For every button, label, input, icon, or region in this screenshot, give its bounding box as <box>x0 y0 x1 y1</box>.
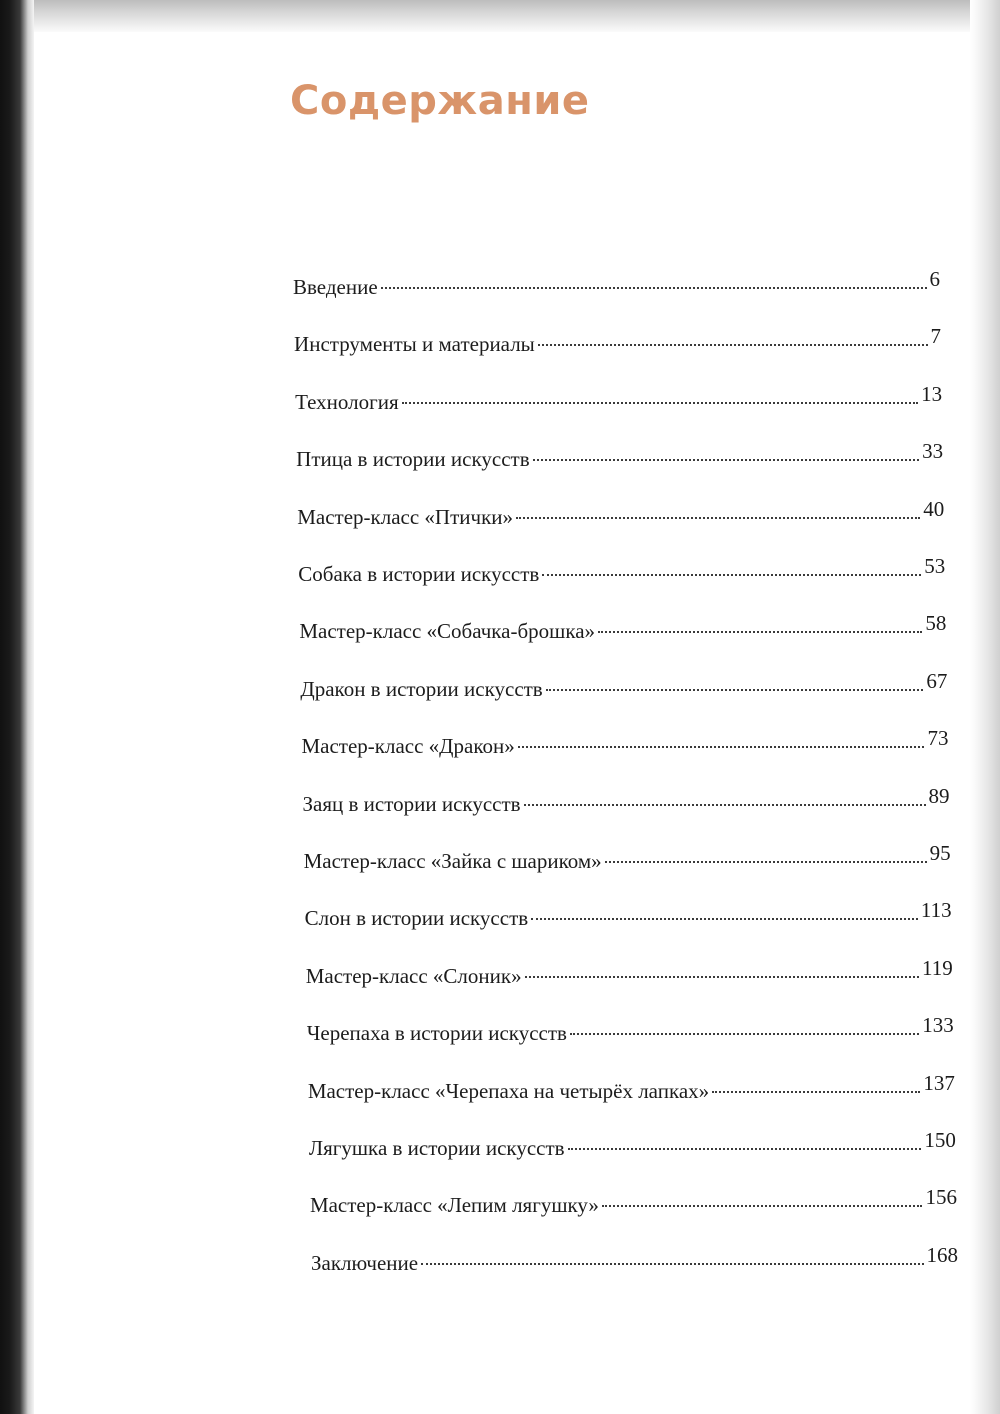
toc-dot-leader <box>421 1263 923 1265</box>
toc-entry-page: 40 <box>923 496 945 521</box>
toc-entry-page: 58 <box>925 611 947 636</box>
toc-entry-label: Собака в истории искусств <box>298 562 540 586</box>
toc-entry <box>298 554 946 589</box>
toc-dot-leader <box>381 287 927 289</box>
toc-entry-page: 13 <box>921 381 943 406</box>
toc-dot-leader <box>568 1148 922 1150</box>
toc-entry-label: Мастер-класс «Зайка с шариком» <box>303 849 602 873</box>
toc-entry-label: Черепаха в истории искусств <box>306 1021 567 1046</box>
toc-dot-leader <box>546 689 924 691</box>
toc-dot-leader <box>542 574 921 576</box>
toc-entry-label: Птица в истории искусств <box>296 447 530 472</box>
toc-entry-label: Заключение <box>311 1250 419 1275</box>
toc-entry-page: 6 <box>929 267 940 291</box>
toc-dot-leader <box>570 1033 919 1035</box>
toc-entry <box>297 496 945 532</box>
toc-entry <box>294 324 942 359</box>
toc-dot-leader <box>712 1091 920 1093</box>
toc-entry <box>293 267 940 302</box>
toc-entry-label: Лягушка в истории искусств <box>308 1136 565 1160</box>
toc-entry-label: Мастер-класс «Птички» <box>297 504 514 529</box>
page-title: Содержание <box>290 78 590 124</box>
toc-dot-leader <box>516 517 920 519</box>
toc-entry-page: 7 <box>930 324 942 349</box>
toc-entry <box>302 783 950 819</box>
toc-entry <box>296 439 944 474</box>
toc-entry-label: Слон в истории искусств <box>304 906 529 931</box>
toc-entry <box>311 1242 958 1278</box>
toc-entry <box>308 1128 956 1163</box>
toc-entry-page: 168 <box>926 1242 958 1267</box>
toc-entry-label: Введение <box>293 275 378 299</box>
toc-entry-label: Дракон в истории искусств <box>300 676 543 701</box>
toc-entry-label: Мастер-класс «Дракон» <box>301 734 515 759</box>
toc-entry-page: 156 <box>925 1185 957 1210</box>
toc-entry-label: Мастер-класс «Черепаха на четырёх лапках» <box>307 1078 710 1103</box>
toc-entry-page: 53 <box>924 554 946 578</box>
toc-entry-label: Заяц в истории искусств <box>302 791 521 816</box>
toc-entry-label: Технология <box>295 389 399 414</box>
toc-entry <box>299 611 947 646</box>
toc-dot-leader <box>524 804 926 806</box>
toc-dot-leader <box>525 976 919 978</box>
toc-entry <box>306 1013 954 1048</box>
toc-entry <box>305 955 953 991</box>
toc-entry <box>304 898 952 933</box>
toc-entry <box>295 381 943 417</box>
toc-entry-page: 67 <box>926 668 948 693</box>
toc-entry-page: 95 <box>929 841 951 865</box>
toc-dot-leader <box>598 631 922 633</box>
toc-entry <box>303 841 951 876</box>
toc-entry <box>307 1070 955 1106</box>
toc-dot-leader <box>605 861 927 863</box>
toc-entry-page: 33 <box>922 439 944 464</box>
toc-entry-page: 150 <box>924 1128 956 1152</box>
toc-dot-leader <box>518 746 925 748</box>
toc-entry-page: 73 <box>927 726 949 751</box>
toc-entry <box>301 726 949 761</box>
toc-entry-page: 113 <box>920 898 952 923</box>
toc-entry-label: Мастер-класс «Лепим лягушку» <box>309 1193 599 1218</box>
toc-entry-page: 137 <box>923 1070 955 1095</box>
toc-dot-leader <box>402 402 918 404</box>
toc-dot-leader <box>602 1205 923 1207</box>
toc-dot-leader <box>538 344 928 346</box>
toc-entry-label: Мастер-класс «Собачка-брошка» <box>299 619 596 644</box>
toc-entry <box>309 1185 957 1220</box>
toc-dot-leader <box>533 459 920 461</box>
toc-entry-label: Мастер-класс «Слоник» <box>305 963 522 988</box>
toc-entry-page: 119 <box>921 955 953 980</box>
toc-entry-page: 89 <box>928 783 950 808</box>
toc-entry-label: Инструменты и материалы <box>294 332 535 357</box>
toc-entry-page: 133 <box>922 1013 954 1038</box>
toc-entry <box>300 668 948 704</box>
toc-dot-leader <box>531 918 918 920</box>
